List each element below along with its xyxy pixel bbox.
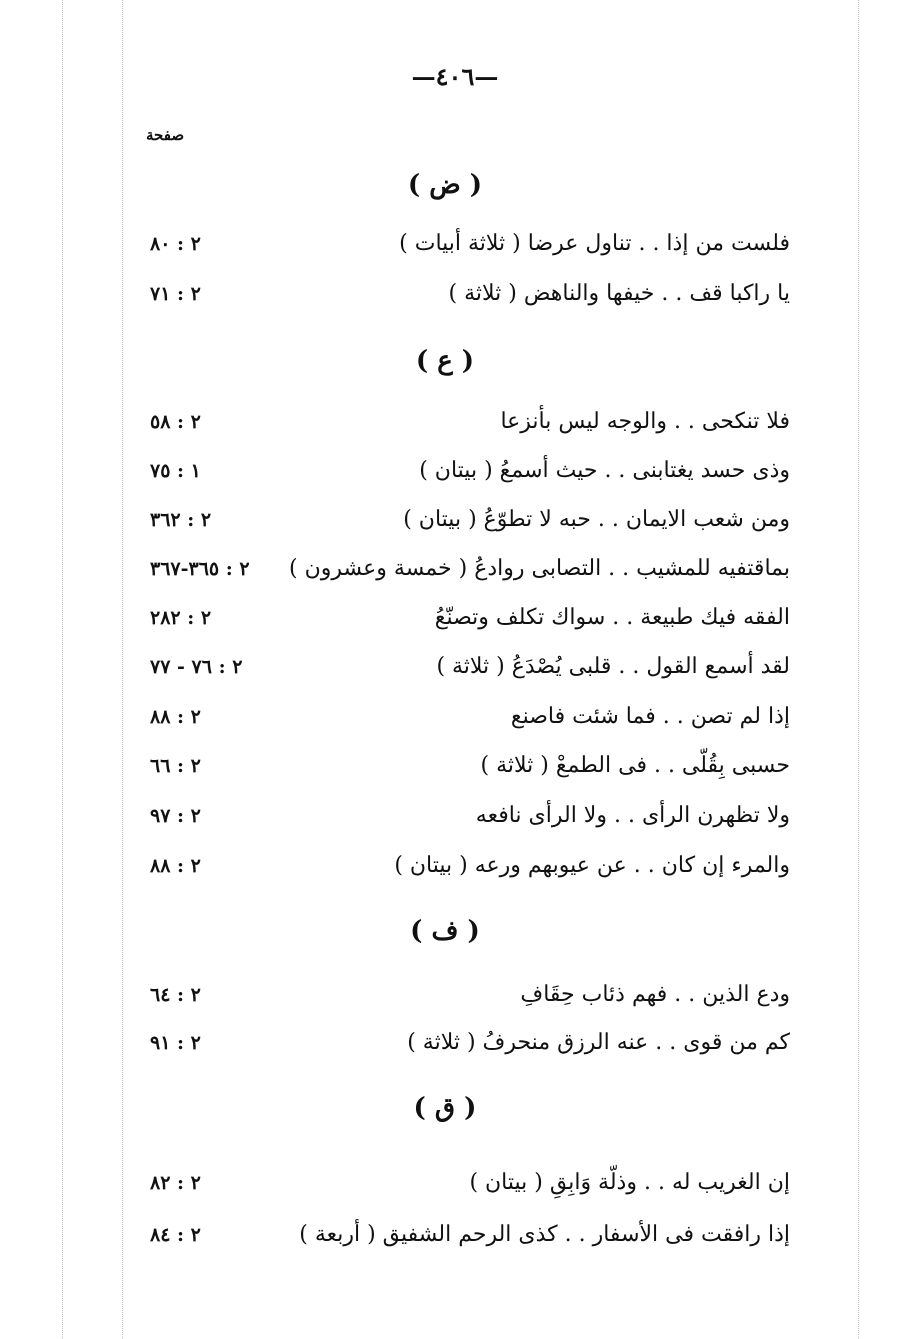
verse-text: إذا لم تصن . . فما شئت فاصنع [510, 704, 790, 729]
page-fold-line [62, 0, 63, 1339]
index-entry [150, 846, 790, 886]
verse-text: كم من قوى . . عنه الرزق منحرفُ ( ثلاثة ) [407, 1030, 790, 1055]
index-entry [150, 549, 790, 589]
page-reference: ٢ : ٧١ [150, 283, 201, 305]
index-entry [150, 796, 790, 836]
index-entry [150, 975, 790, 1015]
index-entry [150, 451, 790, 491]
page-reference: ٢ : ٩٧ [150, 805, 201, 827]
section-heading-qaf: ( ق ) [413, 1093, 477, 1123]
index-entry [150, 697, 790, 737]
index-entry [150, 500, 790, 540]
verse-text: فلا تنكحى . . والوجه ليس بأنزعا [500, 409, 790, 434]
index-entry [150, 402, 790, 442]
page-reference: ٢ : ٩١ [150, 1032, 201, 1054]
page-reference: ٢ : ٨٨ [150, 855, 201, 877]
page-reference: ٢ : ٣٦٢ [150, 509, 212, 531]
page-reference: ٢ : ٨٢ [150, 1172, 201, 1194]
page-fold-line [122, 0, 123, 1339]
verse-text: يا راكبا قف . . خيفها والناهض ( ثلاثة ) [448, 281, 790, 306]
verse-text: ومن شعب الايمان . . حبه لا تطوّعُ ( بيتان ) [403, 507, 790, 532]
page-number: —٤٠٦— [411, 62, 499, 91]
page-fold-line [858, 0, 859, 1339]
page-reference: ٢ : ٨٨ [150, 706, 201, 728]
verse-text: ولا تظهرن الرأى . . ولا الرأى نافعه [475, 803, 790, 828]
verse-text: والمرء إن كان . . عن عيوبهم ورعه ( بيتان ) [394, 853, 790, 878]
page-reference: ٢ : ٦٤ [150, 984, 201, 1006]
index-entry [150, 274, 790, 314]
page-reference: ٢ : ٧٦ - ٧٧ [150, 656, 243, 678]
section-heading-fa: ( ف ) [410, 916, 480, 946]
verse-text: الفقه فيك طبيعة . . سواك تكلف وتصنّعُ [434, 605, 790, 630]
section-heading-ain: ( ع ) [415, 346, 475, 376]
index-entry [150, 224, 790, 264]
page-reference: ٢ : ٣٦٥-٣٦٧ [150, 558, 250, 580]
verse-text: حسبى بِقُلّى . . فى الطمعْ ( ثلاثة ) [480, 753, 790, 778]
verse-text: وذى حسد يغتابنى . . حيث أسمعُ ( بيتان ) [419, 458, 790, 483]
page-reference: ٢ : ٥٨ [150, 411, 201, 433]
index-entry [150, 647, 790, 687]
index-entry [150, 598, 790, 638]
page-reference: ٢ : ٦٦ [150, 755, 201, 777]
page-reference: ٢ : ٢٨٢ [150, 607, 212, 629]
section-heading-dad: ( ض ) [407, 170, 483, 200]
index-entry [150, 746, 790, 786]
verse-text: إذا رافقت فى الأسفار . . كذى الرحم الشفيق ( أربعة ) [299, 1222, 790, 1247]
page-column-label: صفحة [146, 126, 185, 144]
page-reference: ٢ : ٨٤ [150, 1224, 201, 1246]
page-reference: ٢ : ٨٠ [150, 233, 201, 255]
verse-text: فلست من إذا . . تناول عرضا ( ثلاثة أبيات ) [399, 231, 790, 256]
index-entry [150, 1215, 790, 1255]
verse-text: إن الغريب له . . وذلّة وَابِقِ ( بيتان ) [469, 1170, 790, 1195]
index-entry [150, 1163, 790, 1203]
verse-text: ودع الذين . . فهم ذئاب حِقَافِ [520, 982, 790, 1007]
index-entry [150, 1023, 790, 1063]
verse-text: بماقتفيه للمشيب . . التصابى روادعُ ( خمسة وعشرون ) [289, 556, 790, 581]
verse-text: لقد أسمع القول . . قلبى يُصْدَعُ ( ثلاثة ) [436, 654, 790, 679]
page-reference: ١ : ٧٥ [150, 460, 201, 482]
